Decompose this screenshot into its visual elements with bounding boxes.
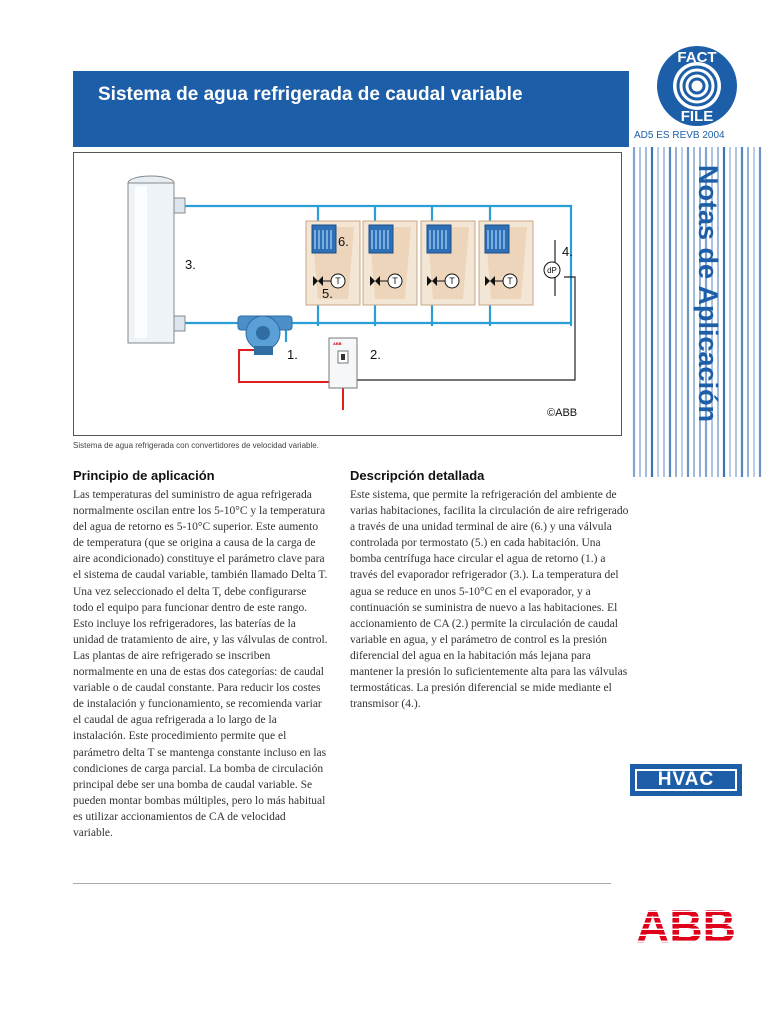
valve-label: 5. [322, 286, 333, 301]
thermostat-label: T [449, 276, 455, 286]
abb-logo [630, 900, 742, 944]
footer-rule [73, 883, 611, 884]
abb-logo-text: ABB [636, 900, 736, 944]
document-code: AD5 ES REVB 2004 [634, 130, 725, 141]
hvac-badge [630, 764, 742, 796]
page-title: Sistema de agua refrigerada de caudal variable [98, 84, 523, 105]
description-heading: Descripción detallada [350, 468, 485, 483]
title-banner [73, 71, 629, 147]
ac-drive [329, 338, 357, 388]
system-diagram [73, 152, 622, 436]
transmitter-label: 4. [562, 244, 573, 259]
side-title: Notas de Aplicación [693, 165, 723, 423]
thermostat-label: T [507, 276, 513, 286]
thermostat-label: T [335, 276, 341, 286]
copyright-label: ©ABB [547, 407, 578, 419]
hvac-badge-label: HVAC [635, 769, 737, 791]
principle-heading: Principio de aplicación [73, 468, 215, 483]
drive-label: 2. [370, 347, 381, 362]
room-unit [421, 221, 475, 305]
fact-file-logo [650, 40, 745, 130]
coil-label: 6. [338, 234, 349, 249]
principle-body: Las temperaturas del suministro de agua refrigerada normalmente oscilan entre los 5-10°C y la temperatura del agua de retorno es 5-10°C superior. Este aumento de temperatura (que se origina a causa de la carga de aire acondicionado) constituye el parámetro clave para el sistema de caudal variable, también llamado Delta T. Una vez seleccionado el delta T, debe configurarse todo el equipo para funcionar dentro de este rango. Esto incluye los refrigeradores, las baterías de la unidad de tratamiento de aire, y las válvulas de control. Las plantas de aire refrigerado se inscriben normalmente en una de estas dos categorías: de caudal variable o de caudal constante. Para reducir los costes de instalación y funcionamiento, se recomienda variar el caudal de agua refrigerada a lo largo de la instalación. Este procedimiento permite que el parámetro delta T se mantenga constante incluso en las condiciones de carga parcial. La bomba de circulación principal debe ser una bomba de caudal variable. Se pueden montar bombas múltiples, pero lo más habitual es utilizar accionamientos de CA de velocidad variable. [73, 489, 328, 839]
transmitter-symbol: dP [547, 266, 557, 275]
logo-text-bottom: FILE [680, 108, 714, 125]
thermostat-label: T [392, 276, 398, 286]
room-unit [306, 221, 360, 305]
diagram-caption: Sistema de agua refrigerada con convertidores de velocidad variable. [73, 441, 319, 450]
room-unit [363, 221, 417, 305]
principle-section [73, 468, 328, 841]
description-body: Este sistema, que permite la refrigeración del ambiente de varias habitaciones, facilita la circulación de aire refrigerado a través de una unidad terminal de aire (6.) y una válvula controlada por termostato (5.) en cada habitación. Una bomba centrífuga hace circular el agua de retorno (1.) a través del evaporador refrigerador (3.). La temperatura del agua se reduce en unos 5-10°C en el evaporador, y a continuación se suministra de nuevo a las habitaciones. El accionamiento de CA (2.) permite la circulación de caudal variable en agua, y el parámetro de control es la presión diferencial del agua en la habitación más lejana para mantener la presión lo suficientemente alta para las válvulas termostáticas. La presión diferencial se mide mediante el transmisor (4.). [350, 489, 629, 711]
logo-text-top: FACT [677, 49, 717, 66]
description-section [350, 468, 630, 712]
room-unit [479, 221, 533, 305]
evaporator-label: 3. [185, 257, 196, 272]
drive-brand-label: ABB [333, 341, 342, 346]
dp-transmitter [544, 262, 560, 278]
pump-label: 1. [287, 347, 298, 362]
